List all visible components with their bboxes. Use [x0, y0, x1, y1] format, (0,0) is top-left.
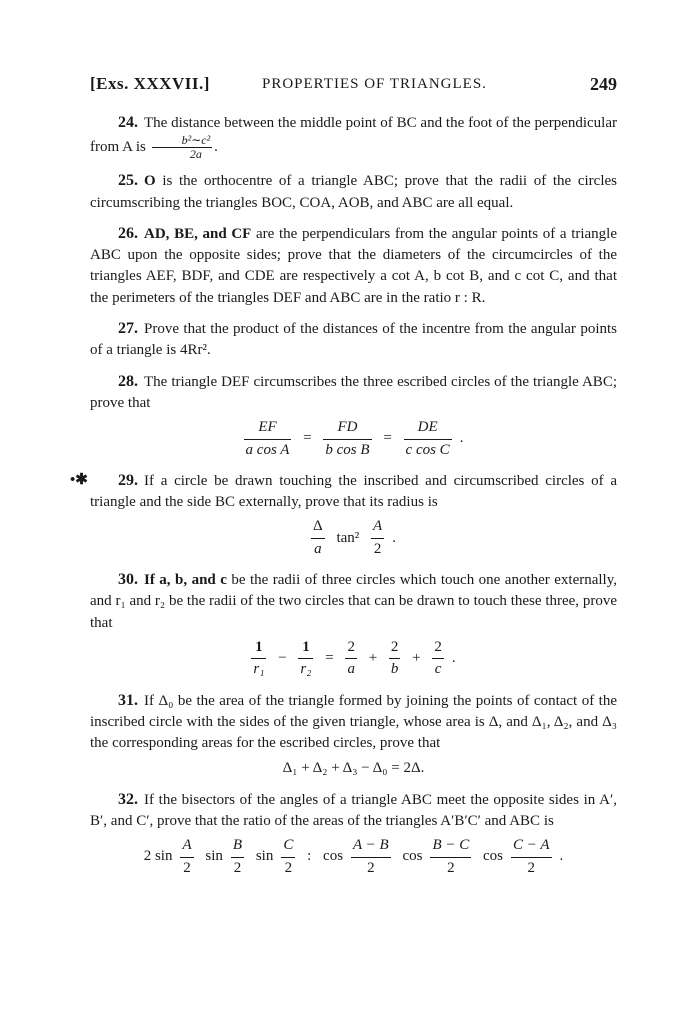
exercise-text: If the bisectors of the angles of a triangle ABC meet the opposite sides in A′, B′, and C′, prove that the ratio of the areas of the triangles A′B′C′ and ABC is [90, 791, 617, 830]
fraction-denominator: 2 [430, 857, 471, 879]
exercise-text: is the orthocentre of a triangle ABC; prove that the radii of the circles circumscribing the triangles BOC, COA, AOB, and ABC are all equal. [90, 173, 617, 211]
exercise-text: The distance between the middle point of BC and the foot of the perpendicular from A is [90, 115, 617, 156]
fraction [511, 835, 552, 879]
fraction [180, 835, 193, 879]
exercise-24: 24. The distance between the middle point of BC and the foot of the perpendicular from A is $\frac{\text{b²∼c²}}{2a}$ . [90, 114, 617, 162]
exercise-27 [90, 318, 617, 362]
exercise-lead: O [144, 173, 156, 190]
exercise-number: 30. [118, 571, 138, 589]
fraction-numerator: C − A [513, 837, 550, 854]
fraction [251, 637, 266, 681]
inline-fraction [152, 134, 213, 161]
fraction-numerator: C [283, 837, 294, 854]
fraction-numerator: A [182, 837, 192, 854]
equation-29: $\frac{\Delta}{a}$ tan² $\frac{A}{2}$ . [90, 516, 617, 560]
equation-32: 2 sin $\frac{A}{2}$ sin $\frac{B}{2}$ sin $\frac{C}{2}$ : cos $\frac{A - B}{2}$ cos $\frac{B - C}{2}$ cos $\frac{C - A}{2}$ . [90, 835, 617, 879]
cos: cos [483, 848, 504, 865]
fraction-numerator: 1 [255, 638, 263, 655]
star-marker-icon: •✱ [70, 471, 88, 488]
fraction-denominator: c cos C [404, 439, 452, 461]
fraction-denominator: 2a [152, 147, 213, 161]
fraction-denominator: 2 [180, 857, 193, 879]
sin: sin [255, 848, 274, 865]
exercise-number: 25. [118, 172, 138, 190]
fraction-numerator: EF [258, 419, 277, 436]
exercise-30 [90, 569, 617, 680]
exercise-25 [90, 170, 617, 214]
fraction [244, 417, 292, 461]
fraction [231, 835, 244, 879]
fraction-denominator: 2 [511, 857, 552, 879]
exercise-number: 28. [118, 372, 138, 390]
exercise-number: 31. [118, 691, 138, 709]
fraction [281, 835, 295, 879]
exercise-text: be the radii of three circles which touch one another externally, and r₁ and r₂ be the radii of the two circles that can be drawn to touch these three, prove that [90, 572, 617, 631]
fraction-numerator: A − B [353, 837, 389, 854]
exercise-31 [90, 690, 617, 780]
fraction [389, 637, 401, 681]
exercise-text: Prove that the product of the distances of the incentre from the angular points of a triangle is 4Rr². [90, 321, 617, 359]
fraction-numerator: 2 [434, 638, 442, 655]
fraction [371, 516, 384, 560]
fraction-numerator: b²∼c² [181, 133, 211, 148]
exercise-set-label: [Exs. XXXVII.] [90, 74, 210, 93]
chapter-title: PROPERTIES OF TRIANGLES. [262, 76, 487, 92]
fraction-denominator: a [311, 538, 325, 560]
exercise-26 [90, 223, 617, 309]
equation-31: Δ₁ + Δ₂ + Δ₃ − Δ₀ = 2Δ. [282, 760, 425, 777]
fraction-denominator: c [432, 658, 444, 680]
fraction [345, 637, 357, 681]
fraction [430, 835, 471, 879]
exercise-lead: AD, BE, and CF [144, 225, 252, 242]
page-header [90, 70, 617, 100]
exercise-number: 26. [118, 224, 138, 242]
fraction [432, 637, 444, 681]
exercise-32 [90, 789, 617, 879]
fraction-numerator: A [373, 518, 383, 535]
exercise-number: 29. [118, 471, 138, 489]
fraction-numerator: 2 [390, 638, 399, 655]
fraction-denominator: r₁ [251, 658, 266, 680]
tan-squared: tan² [336, 529, 360, 546]
ratio-colon: : [307, 848, 312, 865]
equation-28: $\frac{EF}{\text{a cos A}}$ = $\frac{FD}{\text{b cos B}}$ = $\frac{DE}{\text{c cos C}}$ . [90, 417, 617, 461]
two-sin: 2 sin [143, 848, 173, 865]
fraction [311, 516, 325, 560]
exercise-text: If Δ₀ be the area of the triangle formed by joining the points of contact of the inscribed circle with the sides of the given triangle, whose area is Δ, and Δ₁, Δ₂, and Δ₃ the corresponding areas for the escribed circles, prove that [90, 692, 617, 752]
fraction-denominator: b cos B [323, 439, 371, 461]
fraction-numerator: 2 [347, 638, 355, 655]
exercise-text: If a circle be drawn touching the inscribed and circumscribed circles of a triangle and the side BC externally, prove that its radius is [90, 472, 617, 511]
fraction [323, 417, 371, 461]
exercise-text: are the perpendiculars from the angular points of a triangle ABC upon the opposite sides; prove that the diameters of the circumcircles of the triangles AEF, BDF, and CDE are respectively a cot A, b cot B, and c cot C, and that the perimeters of the triangles DEF and ABC are in the ratio r : R. [90, 225, 618, 306]
cos: cos [323, 848, 344, 865]
exercise-number: 32. [118, 790, 138, 808]
fraction-denominator: a cos A [244, 439, 292, 461]
fraction-denominator: b [389, 658, 401, 680]
fraction-numerator: B [232, 837, 243, 854]
exercise-text: The triangle DEF circumscribes the three escribed circles of the triangle ABC; prove that [90, 373, 617, 411]
fraction [298, 637, 313, 681]
exercise-number: 24. [118, 114, 138, 131]
fraction-numerator: FD [337, 419, 358, 436]
sin: sin [205, 848, 223, 865]
fraction-denominator: 2 [371, 538, 384, 560]
fraction-denominator: r₂ [298, 658, 313, 680]
fraction-numerator: 1 [302, 638, 310, 655]
fraction-numerator: B − C [432, 837, 470, 854]
exercise-29 [70, 470, 617, 560]
exercise-list [70, 112, 618, 888]
exercise-lead: If a, b, and c [144, 572, 227, 589]
fraction [351, 835, 391, 879]
cos: cos [402, 848, 423, 865]
exercise-number: 27. [118, 320, 138, 338]
exercise-28 [90, 371, 617, 461]
fraction-denominator: 2 [231, 857, 244, 879]
fraction-numerator: Δ [313, 518, 323, 535]
fraction [404, 417, 452, 461]
fraction-denominator: 2 [281, 857, 295, 879]
fraction-denominator: a [345, 658, 357, 680]
fraction-numerator: DE [417, 419, 438, 436]
page-number: 249 [590, 74, 617, 94]
fraction-denominator: 2 [351, 857, 391, 879]
equation-30: $\frac{1}{\text{r₁}}$ − $\frac{1}{\text{r₂}}$ = $\frac{2}{a}$ + $\frac{2}{b}$ + $\frac{2}{c}$ . [90, 637, 617, 681]
